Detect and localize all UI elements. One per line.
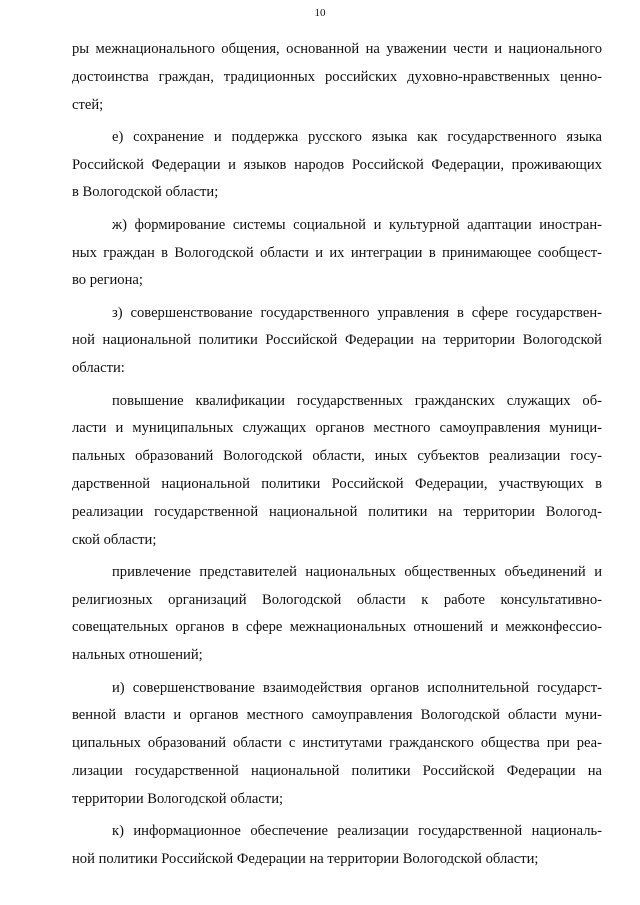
text-line: в Вологодской области; <box>72 184 219 201</box>
text-line: и) совершенствование взаимодействия органов исполнительной государст- <box>112 679 602 696</box>
text-line: ципальных образований области с институтами гражданского общества при реа- <box>72 735 602 752</box>
text-line: стей; <box>72 96 104 113</box>
body-text <box>72 36 602 874</box>
text-line: привлечение представителей национальных общественных объединений и <box>112 563 602 580</box>
text-line: нальных отношений; <box>72 647 203 664</box>
text-line: ной национальной политики Российской Федерации на территории Вологодской <box>72 332 602 349</box>
page-number: 10 <box>314 7 326 19</box>
text-line: территории Вологодской области; <box>72 790 284 807</box>
text-line: венной власти и органов местного самоуправления Вологодской области муни- <box>72 707 602 724</box>
text-line: лизации государственной национальной политики Российской Федерации на <box>72 762 602 779</box>
text-line: ж) формирование системы социальной и культурной адаптации иностран- <box>112 216 602 233</box>
text-line: достоинства граждан, традиционных российских духовно-нравственных ценно- <box>72 68 602 85</box>
text-line: реализации государственной национальной политики на территории Вологод- <box>72 503 602 520</box>
text-line: повышение квалификации государственных гражданских служащих об- <box>112 392 602 409</box>
text-line: ной политики Российской Федерации на территории Вологодской области; <box>72 850 539 867</box>
text-line: к) информационное обеспечение реализации государственной националь- <box>112 823 602 840</box>
text-line: во региона; <box>72 272 143 289</box>
text-line: е) сохранение и поддержка русского языка как государственного языка <box>112 128 602 145</box>
text-line: Российской Федерации и языков народов Российской Федерации, проживающих <box>72 156 602 173</box>
text-line: ры межнационального общения, основанной на уважении чести и национального <box>72 41 602 57</box>
text-line: области: <box>72 360 125 377</box>
text-line: ской области; <box>72 531 157 548</box>
text-line: ных граждан в Вологодской области и их интеграции в принимающее сообщест- <box>72 244 602 261</box>
text-line: з) совершенствование государственного управления в сфере государствен- <box>112 304 602 321</box>
text-line: пальных образований Вологодской области, иных субъектов реализации госу- <box>72 448 602 465</box>
text-line: совещательных органов в сфере межнациональных отношений и межконфессио- <box>72 619 602 636</box>
text-line: религиозных организаций Вологодской области к работе консультативно- <box>72 591 602 608</box>
text-line: дарственной национальной политики Российской Федерации, участвующих в <box>72 475 602 492</box>
text-line: ласти и муниципальных служащих органов местного самоуправления муници- <box>72 420 602 437</box>
